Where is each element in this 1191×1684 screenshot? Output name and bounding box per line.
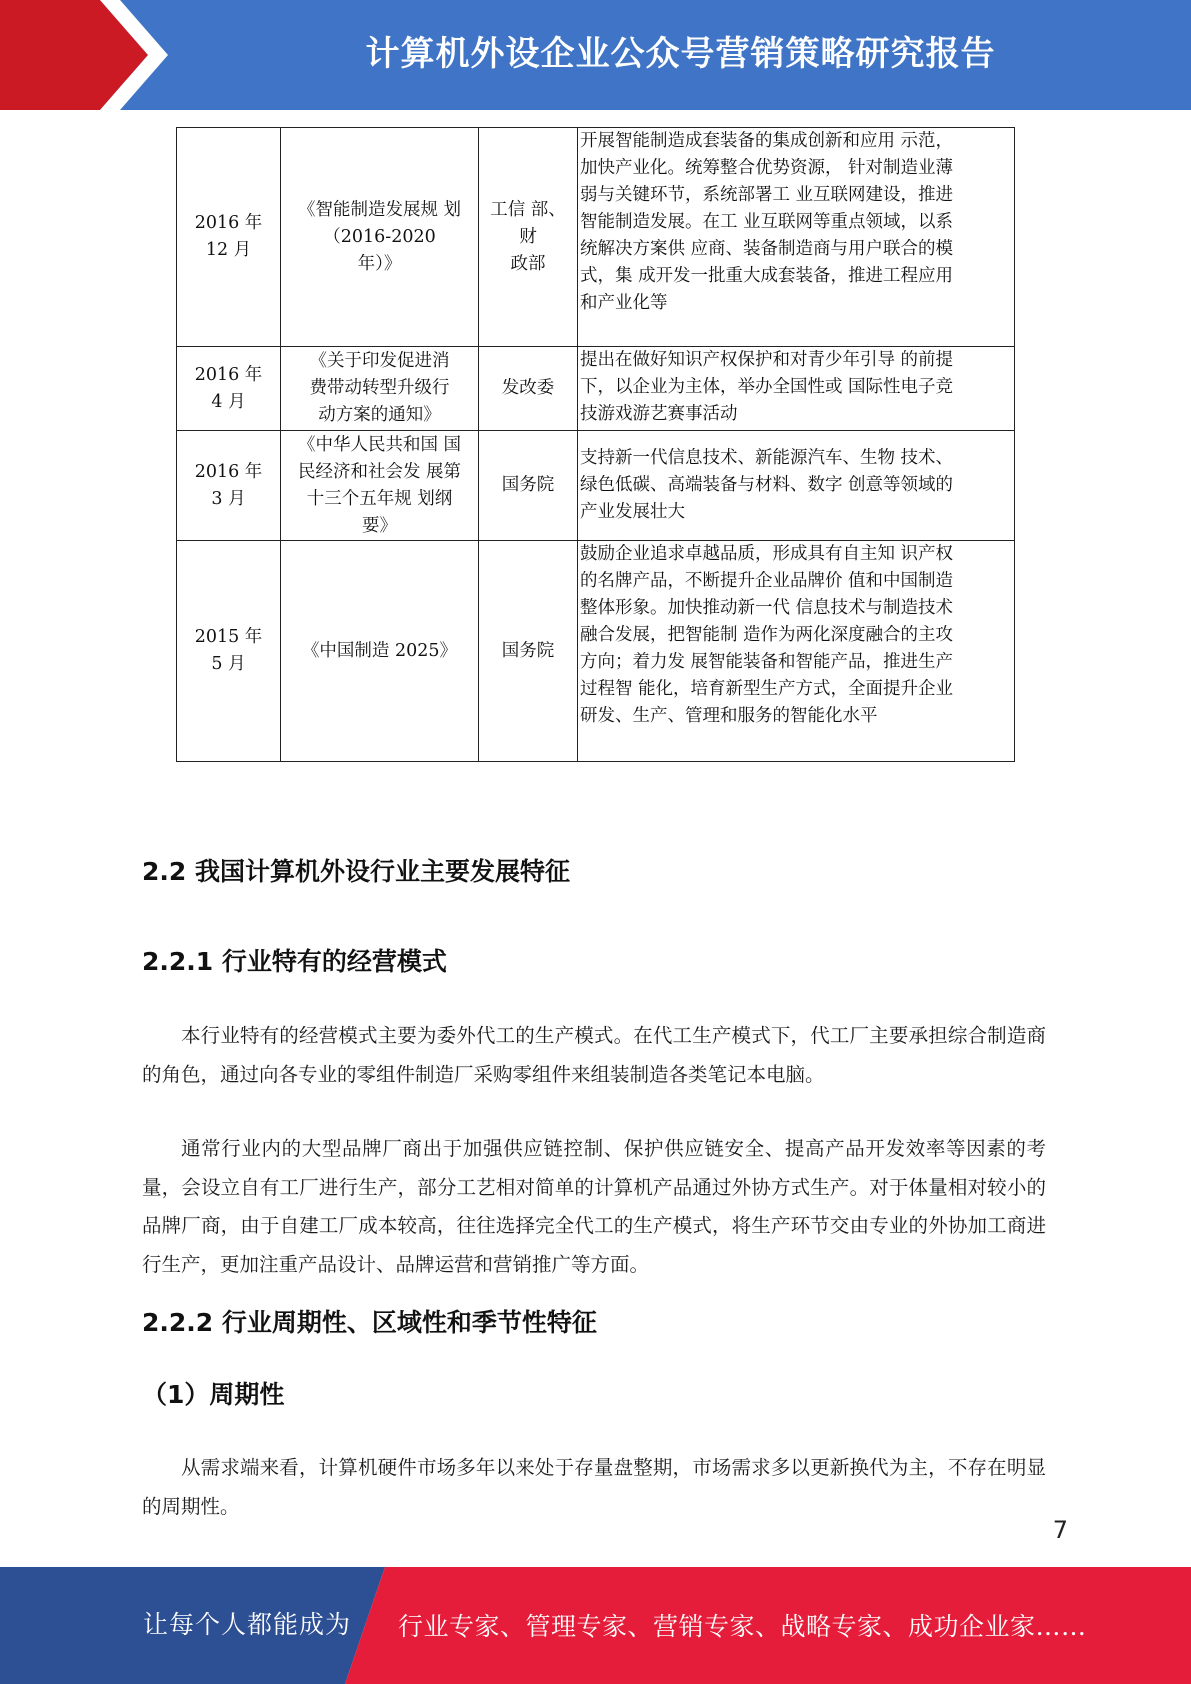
policy-desc-line: 式，集 成开发一批重大成套装备，推进工程应用 — [580, 266, 954, 286]
policy-desc-line: 产业发展壮大 — [580, 502, 685, 522]
policy-title-cell — [281, 541, 479, 762]
policy-title-line: （2016-2020 — [323, 226, 436, 247]
policy-dept-cell — [479, 128, 578, 347]
policy-date-cell — [177, 347, 281, 431]
policy-title-cell — [281, 128, 479, 347]
policy-desc-line: 融合发展，把智能制 造作为两化深度融合的主攻 — [580, 625, 954, 645]
policy-dept-cell — [479, 347, 578, 431]
section-heading: 2.2 我国计算机外设行业主要发展特征 — [142, 857, 570, 886]
policy-desc-line: 下，以企业为主体，举办全国性或 国际性电子竞 — [580, 377, 954, 397]
table-row — [177, 347, 1015, 431]
policy-desc-line: 统解决方案供 应商、装备制造商与用户联合的模 — [580, 239, 954, 259]
policy-date-line: 3 月 — [211, 488, 246, 509]
policy-title-cell — [281, 431, 479, 541]
policy-dept-line: 国务院 — [501, 475, 555, 495]
footer-slogan-right: 行业专家、管理专家、营销专家、战略专家、成功企业家…… — [398, 1612, 1087, 1641]
body-paragraph: 通常行业内的大型品牌厂商出于加强供应链控制、保护供应链安全、提高产品开发效率等因素的考量，会设立自有工厂进行生产，部分工艺相对简单的计算机产品通过外协方式生产。对于体量相对较小的品牌厂商，由于自建工厂成本较高，往往选择完全代工的生产模式，将生产环节交由专业的外协加工商进行生产，更加注重产品设计、品牌运营和营销推广等方面。 — [142, 1137, 1046, 1276]
policy-date-line: 5 月 — [211, 654, 246, 674]
policy-title-line: 年）》 — [357, 253, 402, 274]
policy-desc-line: 绿色低碳、高端装备与材料、数字 创意等领域的 — [580, 475, 954, 495]
body-paragraph: 从需求端来看，计算机硬件市场多年以来处于存量盘整期，市场需求多以更新换代为主，不存在明显的周期性。 — [142, 1456, 1046, 1518]
policy-desc-line: 和产业化等 — [580, 293, 668, 313]
policy-desc-line: 支持新一代信息技术、新能源汽车、生物 技术、 — [580, 448, 954, 468]
table-row — [177, 128, 1015, 347]
policy-title-line: 费带动转型升级行 — [309, 378, 450, 398]
table-row — [177, 541, 1015, 762]
policy-dept-line: 政部 — [510, 253, 546, 274]
policy-table — [176, 127, 1015, 762]
policy-desc-line: 过程智 能化，培育新型生产方式，全面提升企业 — [580, 679, 954, 699]
policy-date-line: 12 月 — [205, 240, 252, 260]
policy-title-line: 十三个五年规 划纲 — [306, 488, 453, 509]
policy-date-cell — [177, 431, 281, 541]
table-row — [177, 431, 1015, 541]
page-header — [0, 0, 1191, 110]
policy-title-cell — [281, 347, 479, 431]
policy-desc-line: 提出在做好知识产权保护和对青少年引导 的前提 — [580, 350, 954, 370]
policy-desc-line: 鼓励企业追求卓越品质，形成具有自主知 识产权 — [580, 544, 954, 564]
policy-desc-line: 整体形象。加快推动新一代 信息技术与制造技术 — [580, 598, 954, 618]
policy-date-line: 2015 年 — [194, 627, 263, 647]
policy-desc-cell — [578, 541, 1015, 762]
policy-desc-line: 智能制造发展。在工 业互联网等重点领域，以系 — [580, 212, 954, 232]
policy-desc-line: 加快产业化。统筹整合优势资源， 针对制造业薄 — [580, 158, 954, 178]
policy-date-cell — [177, 128, 281, 347]
page-number: 7 — [1052, 1516, 1068, 1544]
policy-dept-line: 工信 部、 — [490, 199, 566, 220]
policy-date-line: 2016 年 — [194, 461, 263, 482]
policy-title-line: 《中华人民共和国 国 — [297, 434, 462, 455]
body-paragraph: 本行业特有的经营模式主要为委外代工的生产模式。在代工生产模式下，代工厂主要承担综合制造商的角色，通过向各专业的零组件制造厂采购零组件来组装制造各类笔记本电脑。 — [142, 1024, 1046, 1086]
policy-date-line: 4 月 — [211, 391, 246, 412]
policy-date-line: 2016 年 — [194, 213, 263, 233]
policy-desc-cell — [578, 128, 1015, 347]
policy-dept-cell — [479, 431, 578, 541]
policy-desc-line: 方向；着力发 展智能装备和智能产品，推进生产 — [580, 652, 954, 672]
policy-desc-line: 技游戏游艺赛事活动 — [580, 404, 738, 424]
subsection-heading-business-model: 2.2.1 行业特有的经营模式 — [142, 947, 447, 976]
policy-date-cell — [177, 541, 281, 762]
policy-desc-line: 开展智能制造成套装备的集成创新和应用 示范， — [580, 131, 954, 151]
policy-dept-cell — [479, 541, 578, 762]
policy-desc-line: 弱与关键环节，系统部署工 业互联网建设，推进 — [580, 185, 954, 205]
policy-desc-cell — [578, 347, 1015, 431]
policy-desc-cell — [578, 431, 1015, 541]
policy-title-line: 民经济和社会发 展第 — [297, 461, 462, 482]
policy-date-line: 2016 年 — [194, 364, 263, 385]
policy-dept-line: 发改委 — [501, 378, 555, 398]
policy-dept-line: 国务院 — [501, 640, 555, 661]
policy-desc-line: 研发、生产、管理和服务的智能化水平 — [580, 706, 878, 726]
policy-title-line: 《中国制造 2025》 — [301, 640, 458, 661]
policy-dept-line: 财 — [519, 226, 537, 247]
sub-subsection-heading-periodicity: （1）周期性 — [142, 1380, 285, 1409]
page-footer — [0, 1567, 1191, 1684]
policy-title-line: 要》 — [362, 515, 397, 536]
subsection-heading-cyclicality: 2.2.2 行业周期性、区域性和季节性特征 — [142, 1308, 597, 1337]
footer-slogan-left: 让每个人都能成为 — [143, 1610, 352, 1639]
report-title: 计算机外设企业公众号营销策略研究报告 — [365, 34, 996, 74]
policy-title-line: 《智能制造发展规 划 — [297, 199, 462, 220]
policy-title-line: 动方案的通知》 — [318, 405, 441, 425]
policy-desc-line: 的名牌产品，不断提升企业品牌价 值和中国制造 — [580, 571, 954, 591]
policy-title-line: 《关于印发促进消 — [309, 351, 450, 371]
